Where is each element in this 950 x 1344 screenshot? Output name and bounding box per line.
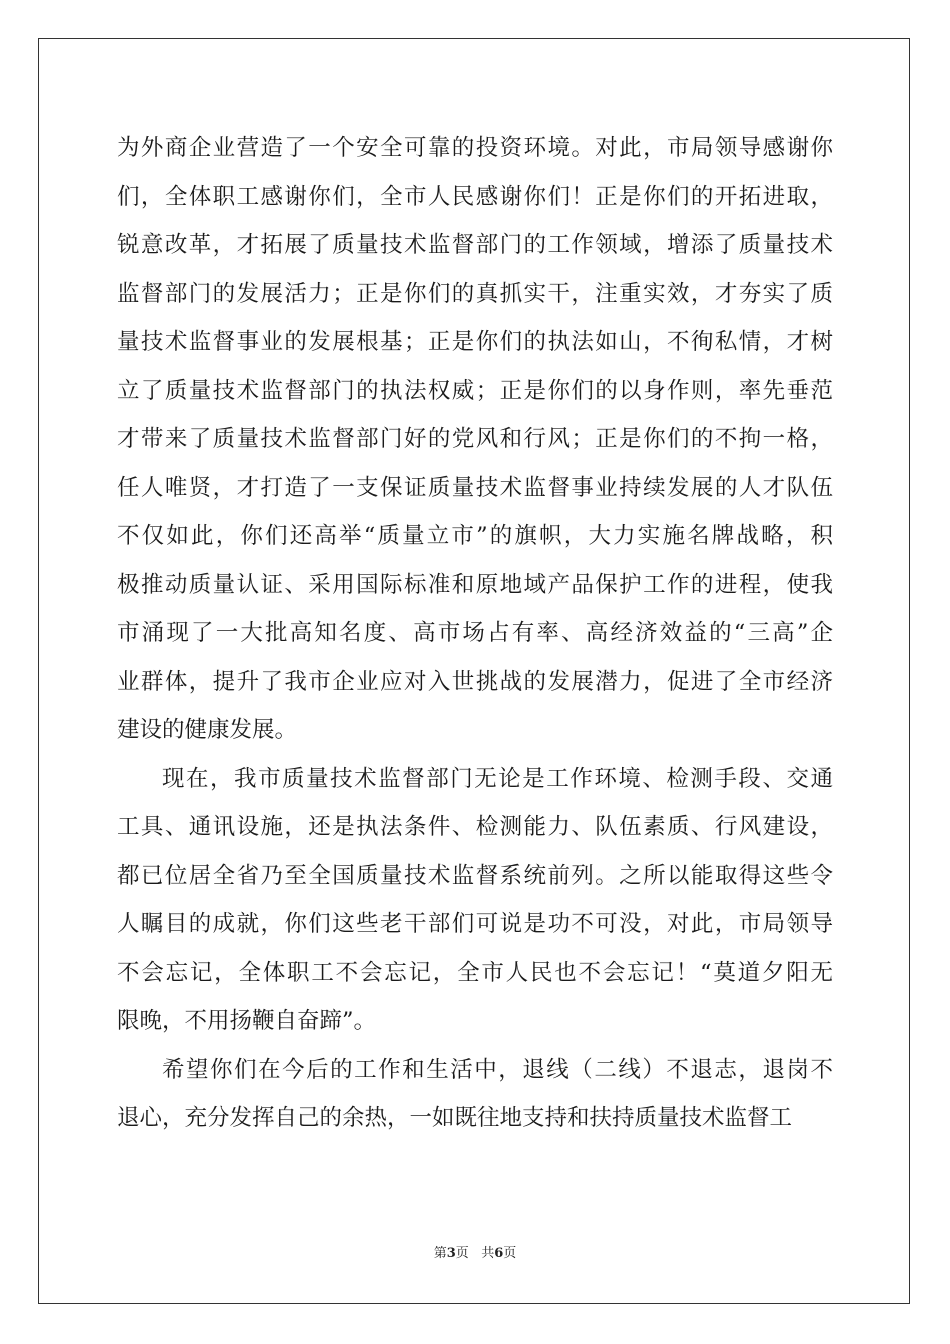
- text-line: 立了质量技术监督部门的执法权威；正是你们的以身作则，率先垂范: [117, 377, 833, 404]
- page-footer: [0, 1244, 950, 1264]
- text-line: 都已位居全省乃至全国质量技术监督系统前列。之所以能取得这些令: [117, 862, 833, 889]
- text-line: 极推动质量认证、采用国际标准和原地域产品保护工作的进程，使我: [117, 571, 833, 598]
- text-line: 退心，充分发挥自己的余热，一如既往地支持和扶持质量技术监督工: [117, 1105, 793, 1131]
- text-line: 不仅如此，你们还高举“质量立市”的旗帜，大力实施名牌战略，积: [117, 523, 833, 549]
- text-line: 监督部门的发展活力；正是你们的真抓实干，注重实效，才夯实了质: [117, 280, 833, 307]
- text-line: 不会忘记，全体职工不会忘记，全市人民也不会忘记！“莫道夕阳无: [117, 959, 833, 986]
- text-line: 业群体，提升了我市企业应对入世挑战的发展潜力，促进了全市经济: [117, 668, 833, 695]
- text-line: 现在，我市质量技术监督部门无论是工作环境、检测手段、交通: [162, 765, 833, 792]
- total-pages-number: 6: [494, 1246, 504, 1261]
- paragraph: [117, 1046, 833, 1143]
- text-line: 人瞩目的成就，你们这些老干部们可说是功不可没，对此，市局领导: [117, 911, 833, 937]
- text-line: 量技术监督事业的发展根基；正是你们的执法如山，不徇私情，才树: [117, 329, 833, 355]
- text-line: 工具、通讯设施，还是执法条件、检测能力、队伍素质、行风建设，: [117, 814, 833, 840]
- paragraph: [117, 755, 833, 1046]
- text-line: 希望你们在今后的工作和生活中，退线（二线）不退志，退岗不: [162, 1056, 833, 1083]
- text-line: 为外商企业营造了一个安全可靠的投资环境。对此，市局领导感谢你: [117, 135, 833, 161]
- text-line: 建设的健康发展。: [117, 717, 298, 743]
- current-page-number: 3: [446, 1246, 456, 1261]
- text-line: 才带来了质量技术监督部门好的党风和行风；正是你们的不拘一格，: [117, 426, 833, 452]
- text-line: 任人唯贤，才打造了一支保证质量技术监督事业持续发展的人才队伍: [117, 474, 833, 501]
- document-body: [117, 124, 833, 1143]
- text-line: 限晚，不用扬鞭自奋蹄”。: [117, 1008, 377, 1034]
- paragraph: [117, 124, 833, 755]
- total-pages-suffix: 页: [503, 1246, 517, 1261]
- text-line: 们，全体职工感谢你们，全市人民感谢你们！正是你们的开拓进取，: [117, 183, 833, 210]
- page-number-suffix: 页: [455, 1246, 469, 1261]
- text-line: 锐意改革，才拓展了质量技术监督部门的工作领域，增添了质量技术: [117, 232, 833, 258]
- text-line: 市涌现了一大批高知名度、高市场占有率、高经济效益的“三高”企: [117, 620, 833, 646]
- page-number-prefix: 第: [433, 1246, 447, 1261]
- total-pages-prefix: 共: [481, 1246, 495, 1261]
